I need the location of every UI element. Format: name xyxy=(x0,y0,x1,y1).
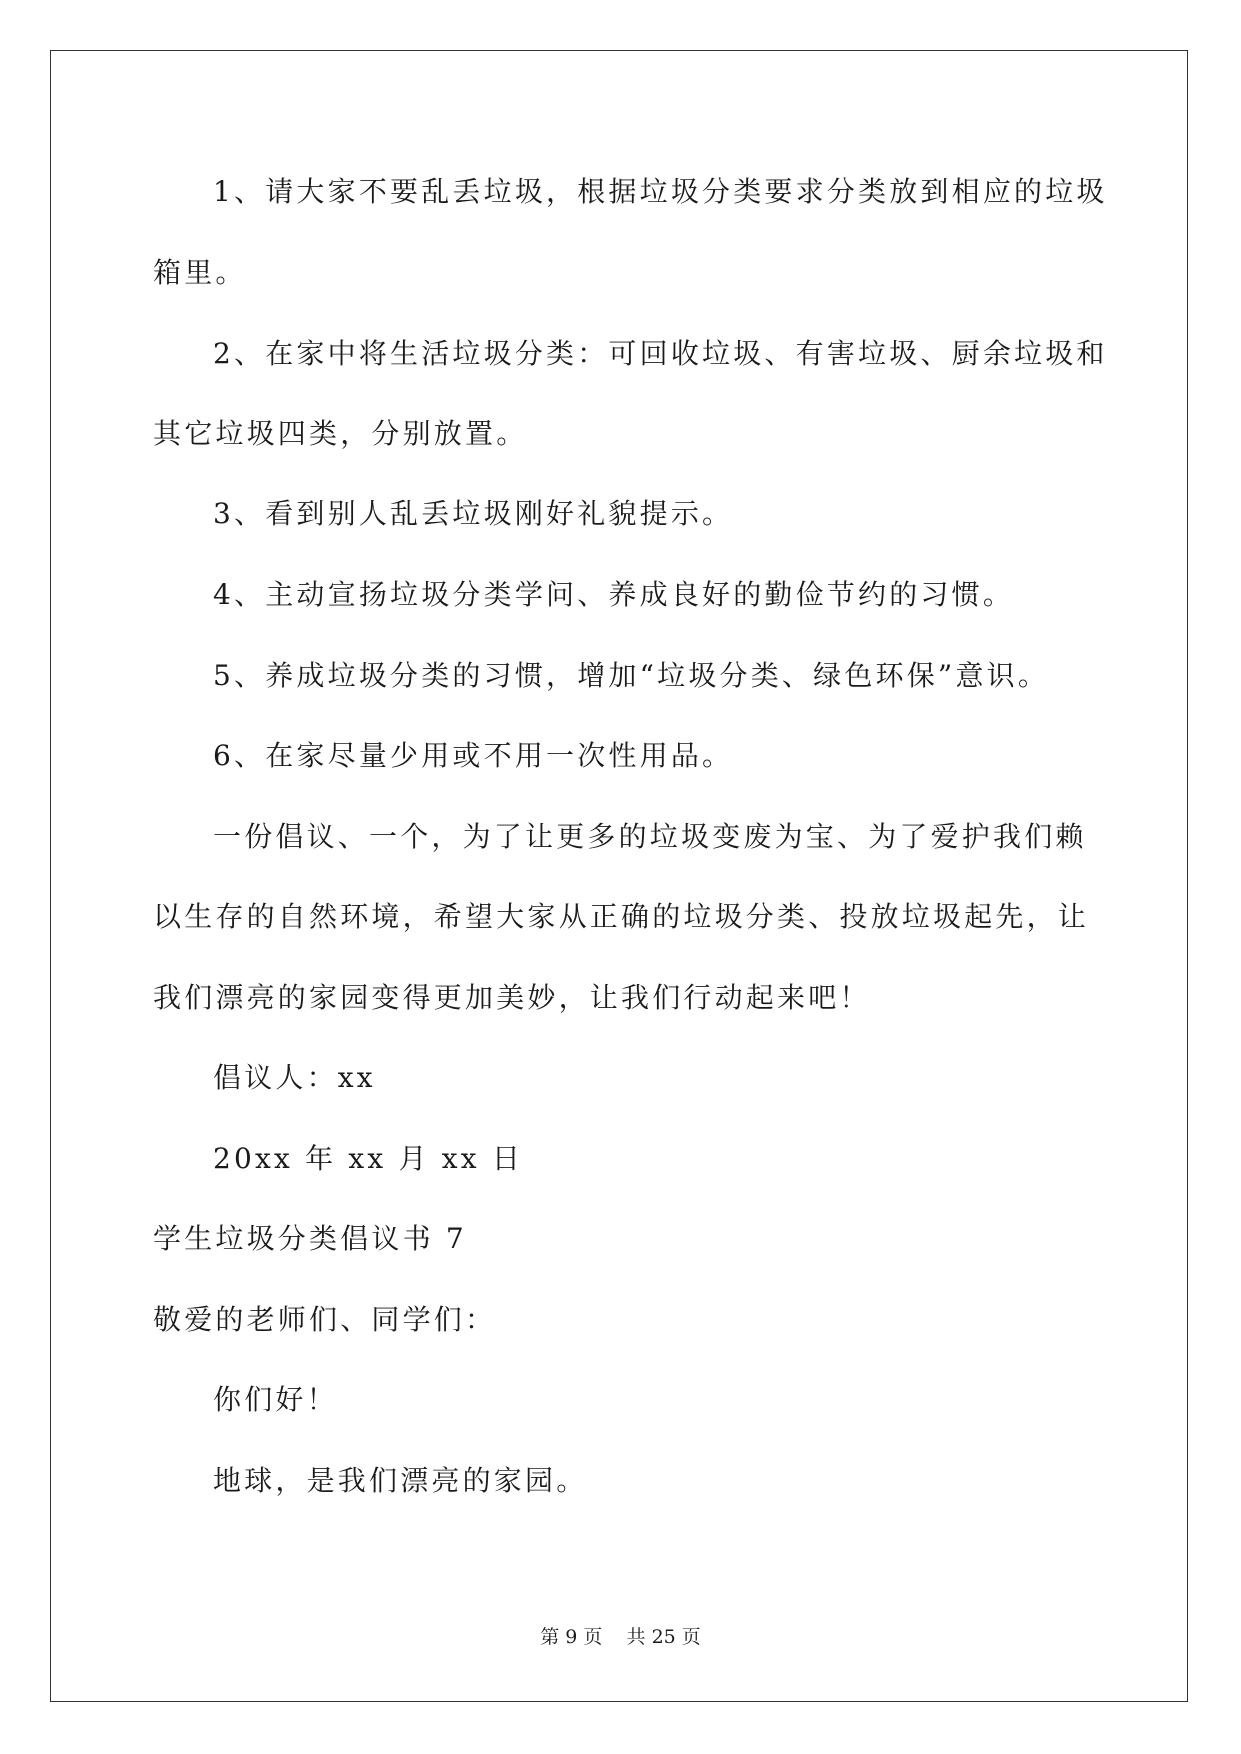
section-title: 学生垃圾分类倡议书 7 xyxy=(153,1222,467,1255)
paragraph-line-5: 3、看到别人乱丢垃圾刚好礼貌提示。 xyxy=(213,497,734,530)
paragraph-line-1: 1、请大家不要乱丢垃圾，根据垃圾分类要求分类放到相应的垃圾 xyxy=(213,175,1108,208)
paragraph-line-4: 其它垃圾四类，分别放置。 xyxy=(153,417,528,450)
paragraph-line-10: 以生存的自然环境，希望大家从正确的垃圾分类、投放垃圾起先，让 xyxy=(153,900,1090,933)
paragraph-line-9: 一份倡议、一个，为了让更多的垃圾变废为宝、为了爱护我们赖 xyxy=(213,820,1087,853)
signature-date: 20xx 年 xx 月 xx 日 xyxy=(213,1142,524,1175)
paragraph-line-8: 6、在家尽量少用或不用一次性用品。 xyxy=(213,739,734,772)
paragraph-line-3: 2、在家中将生活垃圾分类：可回收垃圾、有害垃圾、厨余垃圾和 xyxy=(213,337,1108,370)
paragraph-line-6: 4、主动宣扬垃圾分类学问、养成良好的勤俭节约的习惯。 xyxy=(213,578,1015,611)
page-number-footer: 第 9 页 共 25 页 xyxy=(540,1626,701,1648)
paragraph-line-2: 箱里。 xyxy=(153,256,247,289)
page-frame xyxy=(50,50,1188,1702)
salutation: 敬爱的老师们、同学们： xyxy=(153,1303,497,1336)
paragraph-line-7: 5、养成垃圾分类的习惯，增加“垃圾分类、绿色环保”意识。 xyxy=(213,659,1050,692)
paragraph-line-11: 我们漂亮的家园变得更加美妙，让我们行动起来吧！ xyxy=(153,981,871,1014)
paragraph-line-17: 地球，是我们漂亮的家园。 xyxy=(213,1464,588,1497)
greeting: 你们好！ xyxy=(213,1383,338,1416)
signature-name: 倡议人：xx xyxy=(213,1061,376,1094)
